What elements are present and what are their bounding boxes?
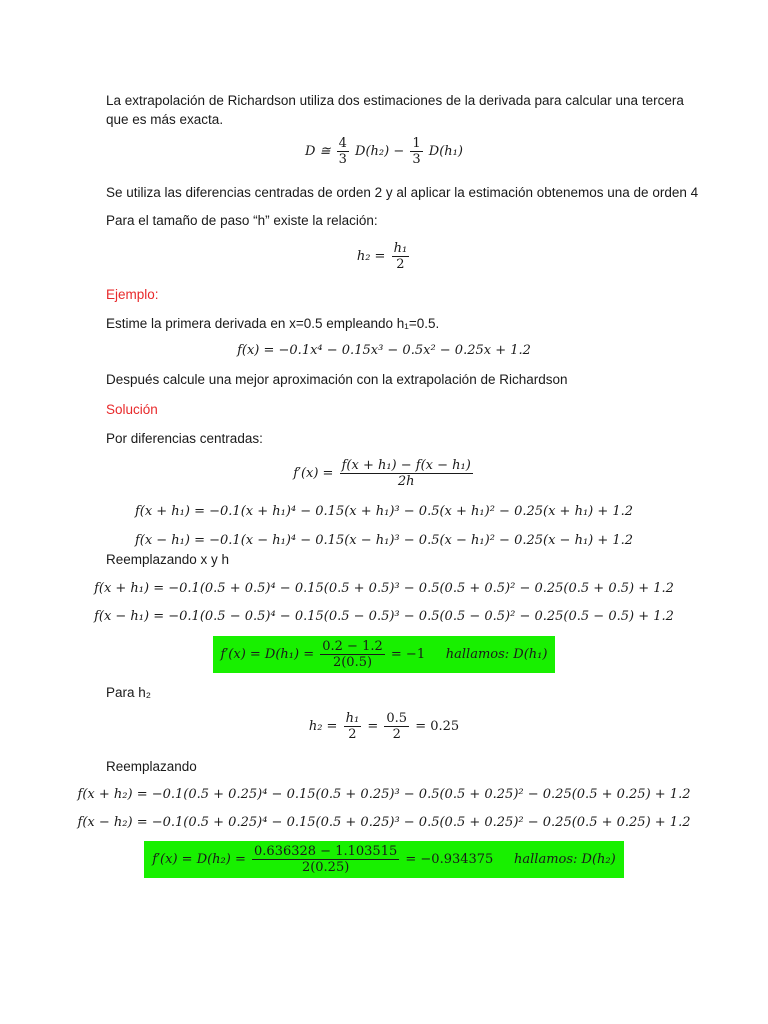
solucion-heading: Solución bbox=[106, 402, 158, 417]
function-definition: f(x) = −0.1x⁴ − 0.15x³ − 0.5x² − 0.25x + 1.2 bbox=[237, 343, 531, 358]
fraction-4-3: $\frac{4}{3}$ bbox=[338, 136, 347, 167]
line-reemplazando-xy: Reemplazando x y h bbox=[106, 552, 230, 567]
h1-over-2-fraction: $\frac{\text{h₁}}{2}$ bbox=[345, 711, 360, 742]
central-difference-fraction: $\frac{\text{f(x + h₁) − f(x − h₁)}}{2h}$ bbox=[341, 458, 471, 489]
result-dh1-lhs: f′(x) = D(h₁) = bbox=[220, 647, 315, 662]
h2-lhs: h₂ = bbox=[356, 249, 386, 264]
intro-line-1: La extrapolación de Richardson utiliza dos estimaciones de la derivada para calcular una tercera bbox=[106, 93, 684, 108]
richardson-formula bbox=[0, 136, 768, 167]
result-dh2-value: = −0.934375 bbox=[405, 852, 494, 867]
result-dh2-note: hallamos: D(h₂) bbox=[514, 852, 616, 867]
central-difference-formula bbox=[0, 458, 768, 489]
half-over-2-fraction: $\frac{0.5}{2}$ bbox=[386, 711, 408, 742]
f-x-minus-h1-numeric: f(x − h₁) = −0.1(0.5 − 0.5)⁴ − 0.15(0.5 − 0.5)³ − 0.5(0.5 − 0.5)² − 0.25(0.5 − 0.5) + 1.2 bbox=[94, 609, 674, 624]
formula-lhs: D ≅ bbox=[305, 144, 331, 159]
line-centradas: Se utiliza las diferencias centradas de orden 2 y al aplicar la estimación obtenemos una de orden 4 bbox=[106, 185, 699, 200]
h1-over-2: $\frac{\text{h₁}}{2}$ bbox=[393, 241, 408, 272]
result-dh1-fraction: $\frac{0.2 - 1.2}{2(0.5)}$ bbox=[322, 639, 383, 670]
formula-rhs: D(h₁) bbox=[428, 144, 463, 159]
fraction-1-3: $\frac{1}{3}$ bbox=[412, 136, 421, 167]
h2-value-result: = 0.25 bbox=[415, 719, 460, 734]
intro-line-2: que es más exacta. bbox=[106, 112, 224, 127]
result-dh2-highlight bbox=[144, 841, 623, 878]
line-para-h2: Para h₂ bbox=[106, 685, 152, 700]
fprime-lhs: f′(x) = bbox=[293, 466, 334, 481]
f-x-minus-h1-symbolic: f(x − h₁) = −0.1(x − h₁)⁴ − 0.15(x − h₁)³ − 0.5(x − h₁)² − 0.25(x − h₁) + 1.2 bbox=[134, 533, 634, 548]
result-dh2-row bbox=[0, 841, 768, 878]
line-paso: Para el tamaño de paso “h” existe la relación: bbox=[106, 213, 378, 228]
h2-value-formula: h₂ = $\frac{\text{h₁}}{2}$ = $\frac{0.5}{2}$ = 0.25 bbox=[308, 711, 460, 742]
line-por-diferencias: Por diferencias centradas: bbox=[106, 431, 263, 446]
f-x-minus-h2-numeric: f(x − h₂) = −0.1(0.5 + 0.25)⁴ − 0.15(0.5 + 0.25)³ − 0.5(0.5 + 0.25)² − 0.25(0.5 + 0.25) + 1.2 bbox=[77, 815, 691, 830]
line-reemplazando: Reemplazando bbox=[106, 759, 197, 774]
result-dh1-highlight bbox=[213, 636, 556, 673]
line-estime: Estime la primera derivada en x=0.5 empleando h₁=0.5. bbox=[106, 316, 440, 331]
formula-mid: D(h₂) − bbox=[355, 144, 405, 159]
f-x-plus-h1-numeric: f(x + h₁) = −0.1(0.5 + 0.5)⁴ − 0.15(0.5 + 0.5)³ − 0.5(0.5 + 0.5)² − 0.25(0.5 + 0.5) + 1.2 bbox=[94, 581, 674, 596]
f-x-plus-h2-numeric: f(x + h₂) = −0.1(0.5 + 0.25)⁴ − 0.15(0.5 + 0.25)³ − 0.5(0.5 + 0.25)² − 0.25(0.5 + 0.25) + 1.2 bbox=[77, 787, 691, 802]
ejemplo-heading: Ejemplo: bbox=[106, 287, 159, 302]
f-x-plus-h1-symbolic: f(x + h₁) = −0.1(x + h₁)⁴ − 0.15(x + h₁)³ − 0.5(x + h₁)² − 0.25(x + h₁) + 1.2 bbox=[134, 504, 634, 519]
result-dh1-note: hallamos: D(h₁) bbox=[445, 647, 548, 662]
line-despues: Después calcule una mejor aproximación con la extrapolación de Richardson bbox=[106, 372, 568, 387]
result-dh2-lhs: f′(x) = D(h₂) = bbox=[152, 852, 246, 867]
result-dh2-fraction: $\frac{0.636328 - 1.103515}{2(0.25)}$ bbox=[254, 844, 398, 875]
result-dh1-value: = −1 bbox=[390, 647, 426, 662]
h2-value-lhs: h₂ = bbox=[308, 719, 338, 734]
result-dh1-row bbox=[0, 636, 768, 673]
h2-relation bbox=[0, 241, 768, 272]
